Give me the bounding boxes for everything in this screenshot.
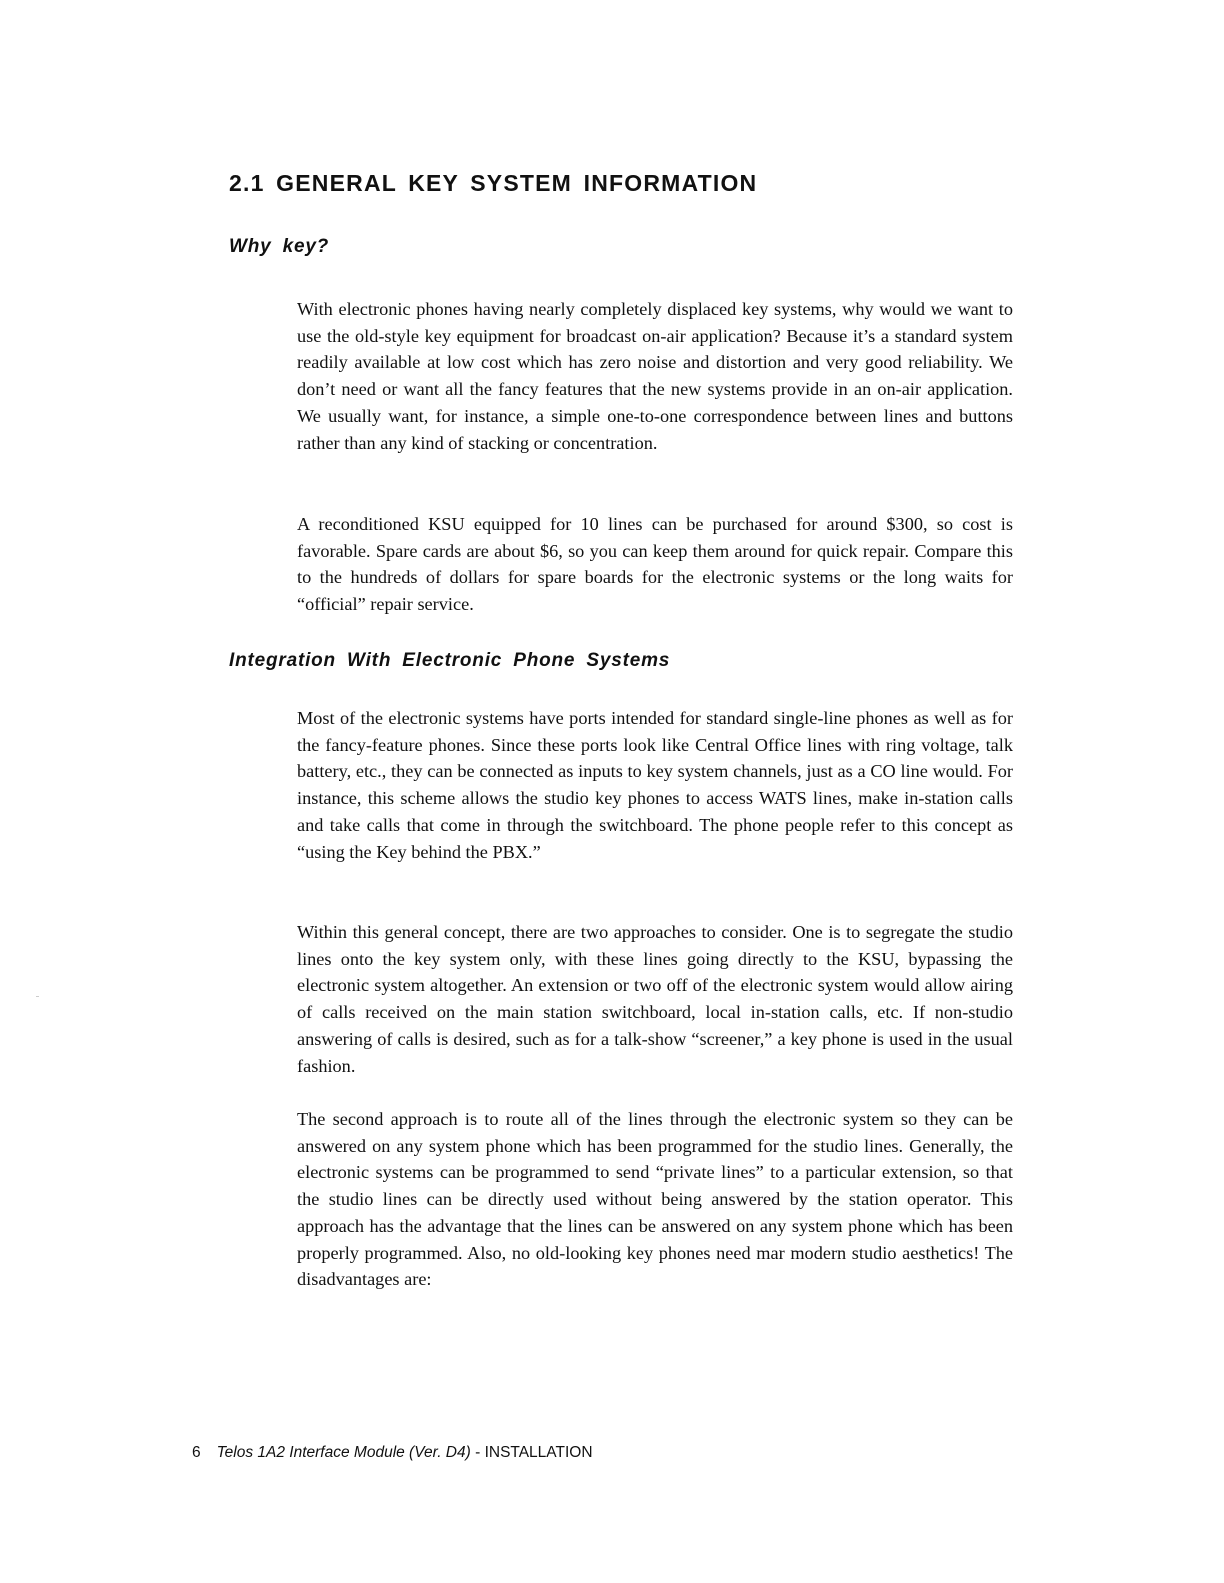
section-title: 2.1 GENERAL KEY SYSTEM INFORMATION — [229, 170, 758, 196]
subsection-heading-why-key: Why key? — [229, 236, 330, 257]
paragraph: A reconditioned KSU equipped for 10 lines can be purchased for around $300, so cost is favorable. Spare cards are about $6, so you can keep them around for quick repair. Compare this to the hundreds of dollars for spare boards for the electronic systems or the long waits for “official” repair service. — [297, 514, 1013, 615]
scan-speck — [36, 996, 39, 997]
paragraph: Most of the electronic systems have ports intended for standard single-line phones as well as for the fancy-feature phones. Since these ports look like Central Office lines with ring voltage, talk battery, etc., they can be connected as inputs to key system channels, just as a CO line would. For instance, this scheme allows the studio key phones to access WATS lines, make in-station calls and take calls that come in through the switchboard. The phone people refer to this concept as “using the Key behind the PBX.” — [297, 708, 1013, 862]
paragraph: With electronic phones having nearly completely displaced key systems, why would we want to use the old-style key equipment for broadcast on-air application? Because it’s a standard system readily available at low cost which has zero noise and distortion and very good reliability. We don’t need or want all the fancy features that the new systems provide in an on-air application. We usually want, for instance, a simple one-to-one correspondence between lines and buttons rather than any kind of stacking or concentration. — [297, 299, 1013, 453]
footer-chapter: INSTALLATION — [484, 1444, 593, 1461]
subsection-heading-integration: Integration With Electronic Phone Systems — [229, 650, 671, 671]
page-footer — [192, 1444, 593, 1462]
footer-separator: - — [470, 1444, 485, 1461]
paragraph: The second approach is to route all of the lines through the electronic system so they can be answered on any system phone which has been programmed for the studio lines. Generally, the electronic systems can be programmed to send “private lines” to a particular extension, so that the studio lines can be directly used without being answered by the station operator. This approach has the advantage that the lines can be answered on any system phone which has been properly programmed. Also, no old-looking key phones need mar modern studio aesthetics! The disadvantages are: — [297, 1109, 1013, 1290]
paragraph: Within this general concept, there are two approaches to consider. One is to segregate the studio lines onto the key system only, with these lines going directly to the KSU, bypassing the electronic system altogether. An extension or two off of the electronic system would allow airing of calls received on the main station switchboard, local in-station calls, etc. If non-studio answering of calls is desired, such as for a talk-show “screener,” a key phone is used in the usual fashion. — [297, 922, 1013, 1076]
page-number: 6 — [192, 1444, 201, 1461]
footer-doc-title: Telos 1A2 Interface Module (Ver. D4) — [216, 1444, 471, 1461]
